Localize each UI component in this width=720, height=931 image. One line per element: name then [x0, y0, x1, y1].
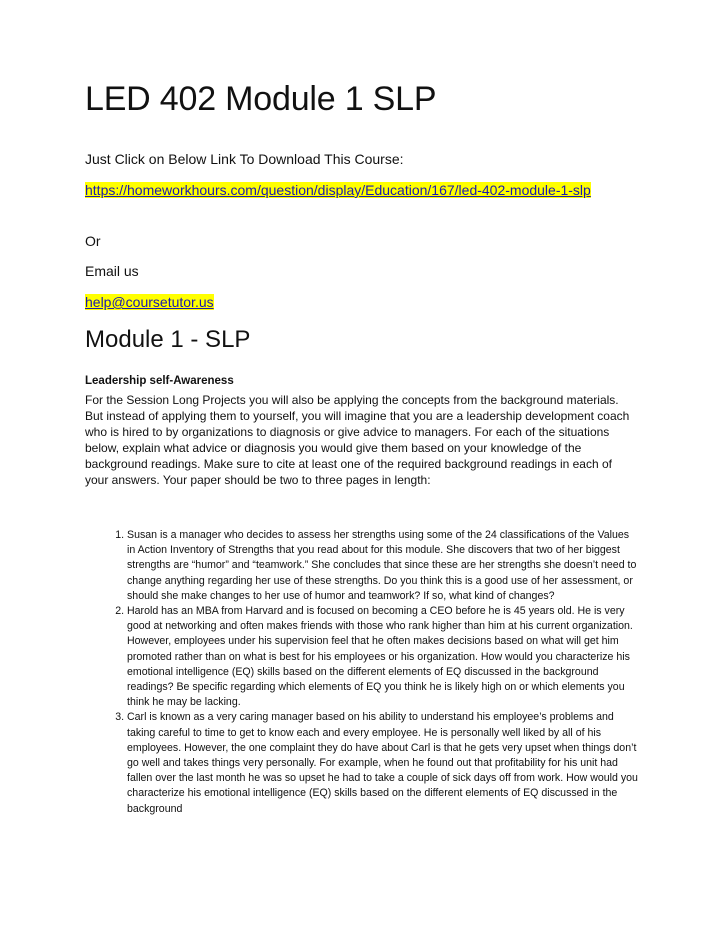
question-list [85, 528, 640, 817]
question-item: 3. Carl is known as a very caring manager based on his ability to understand his employee’s problems and taking careful to time to get to know each and every employee. He is personally well liked by all of his employees. However, the one complaint they do have about Carl is that he gets very upset when things don’t go well and takes things very personally. For example, when he found out that profitability for his unit had fallen over the last month he was so upset he had to take a couple of sick days off from work. How would you characterize his emotional intelligence (EQ) skills based on the different elements of EQ discussed in the background [127, 710, 640, 816]
section-heading: Module 1 - SLP [85, 326, 251, 353]
email-label: Email us [85, 263, 139, 279]
download-instruction: Just Click on Below Link To Download This Course: [85, 151, 404, 167]
subheading: Leadership self-Awareness [85, 375, 234, 387]
download-link[interactable]: https://homeworkhours.com/question/display/Education/167/led-402-module-1-slp [85, 182, 591, 198]
question-item: 1. Susan is a manager who decides to assess her strengths using some of the 24 classifications of the Values in Action Inventory of Strengths that you read about for this module. She discovers that two of her biggest strengths are “humor” and “teamwork.” She concludes that since these are her strengths she doesn’t need to change anything regarding her use of these strengths. Do you think this is a good use of her assessment, or should she make changes to her use of humor and teamwork? If so, what kind of changes? [127, 528, 640, 604]
intro-paragraph: For the Session Long Projects you will also be applying the concepts from the background materials. But instead of applying them to yourself, you will imagine that you are a leadership development coach who is hired to by organizations to diagnosis or give advice to managers. For each of the situations below, explain what advice or diagnosis you would give them based on your knowledge of the background readings. Make sure to cite at least one of the required background readings in each of your answers. Your paper should be two to three pages in length: [85, 393, 630, 488]
question-item: 2. Harold has an MBA from Harvard and is focused on becoming a CEO before he is 45 years old. He is very good at networking and often makes friends with those who rank higher than him at his current organization. However, employees under his supervision feel that he often makes decisions based on what will get him promoted rather than on what is best for his employees or his organization. How would you characterize his emotional intelligence (EQ) skills based on the different elements of EQ discussed in the background readings? Be specific regarding which elements of EQ you think he is likely high on or which elements you think he may be lacking. [127, 604, 640, 710]
download-link-container [85, 179, 640, 201]
email-link[interactable]: help@coursetutor.us [85, 294, 214, 310]
email-link-container [85, 291, 640, 313]
page-title: LED 402 Module 1 SLP [85, 80, 437, 118]
or-text: Or [85, 233, 101, 249]
